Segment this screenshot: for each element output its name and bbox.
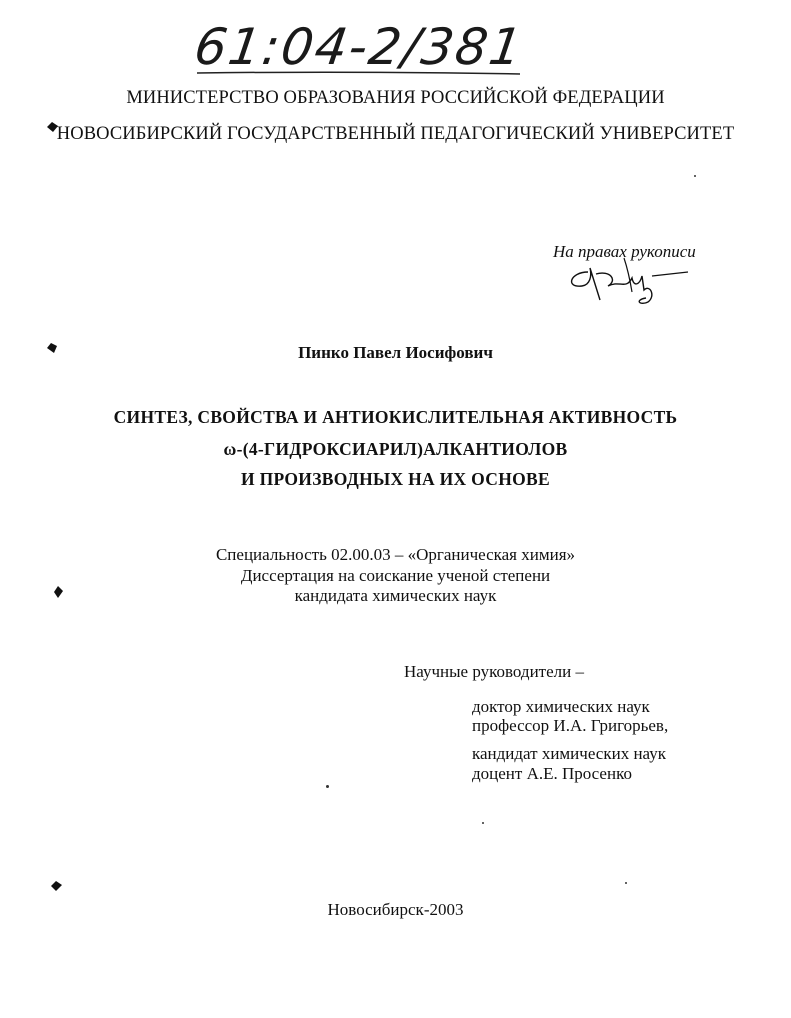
- dissertation-title-line-2: ω-(4-ГИДРОКСИАРИЛ)АЛКАНТИОЛОВ: [223, 439, 568, 459]
- archive-number: 61:04-2/381: [190, 18, 528, 76]
- degree-purpose-line: Диссертация на соискание ученой степени: [240, 566, 551, 585]
- binding-hole-mark-icon: [44, 341, 60, 355]
- signature: [560, 250, 700, 310]
- university-name: НОВОСИБИРСКИЙ ГОСУДАРСТВЕННЫЙ ПЕДАГОГИЧЕСКИЙ УНИВЕРСИТЕТ: [56, 124, 735, 144]
- binding-hole-mark-icon: [44, 120, 60, 134]
- city-year: Новосибирск-2003: [327, 900, 464, 919]
- author-name: Пинко Павел Иосифович: [298, 343, 493, 362]
- supervisor-2-name: доцент А.Е. Просенко: [472, 764, 632, 783]
- archive-underline: [195, 70, 525, 76]
- degree-name-line: кандидата химических наук: [294, 586, 497, 605]
- supervisors-heading: Научные руководители –: [404, 662, 584, 681]
- scan-speck: [326, 785, 329, 788]
- supervisor-1-name: профессор И.А. Григорьев,: [472, 716, 669, 735]
- binding-hole-mark-icon: [48, 879, 64, 893]
- specialty-line: Специальность 02.00.03 – «Органическая химия»: [215, 545, 576, 564]
- manuscript-rights-note: На правах рукописи: [553, 242, 696, 261]
- supervisor-2-degree: кандидат химических наук: [472, 744, 666, 763]
- ministry-name: МИНИСТЕРСТВО ОБРАЗОВАНИЯ РОССИЙСКОЙ ФЕДЕРАЦИИ: [126, 88, 665, 108]
- scan-speck: [482, 822, 484, 824]
- binding-hole-mark-icon: [50, 584, 66, 600]
- scan-speck: [694, 175, 696, 177]
- supervisor-1-degree: доктор химических наук: [472, 697, 650, 716]
- scan-speck: [625, 882, 627, 884]
- dissertation-title-line-1: СИНТЕЗ, СВОЙСТВА И АНТИОКИСЛИТЕЛЬНАЯ АКТИВНОСТЬ: [113, 407, 678, 427]
- dissertation-title-line-3: И ПРОИЗВОДНЫХ НА ИХ ОСНОВЕ: [241, 469, 550, 489]
